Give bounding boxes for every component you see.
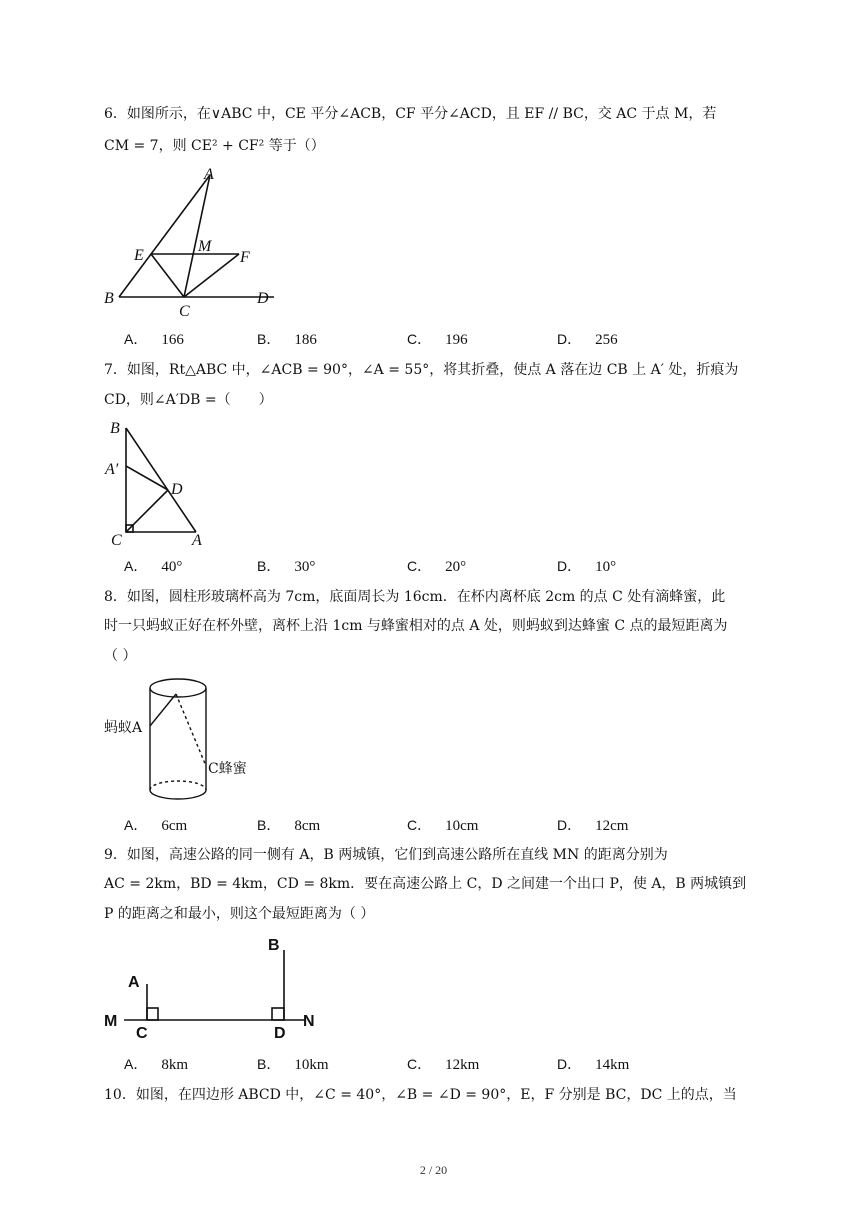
q7-option-d: D． 10°	[557, 558, 617, 575]
q9-option-a: A． 8km	[124, 1056, 189, 1073]
q8-option-d: D． 12cm	[557, 817, 629, 834]
q6-option-a: A． 166	[124, 331, 184, 348]
q9-option-c: C． 12km	[407, 1056, 480, 1073]
q8-stem-line2: 时一只蚂蚁正好在杯外壁，离杯上沿 1cm 与蜂蜜相对的点 A 处，则蚂蚁到达蜂蜜 C 点的最短距离为	[104, 618, 728, 634]
page-number: 2 / 20	[419, 1163, 448, 1177]
q7-fold-triangle-diagram	[100, 418, 220, 553]
q9-label-a: A	[128, 974, 140, 991]
q9-label-m: M	[104, 1013, 118, 1030]
q6-label-e: E	[134, 247, 144, 264]
q6-triangle-diagram	[100, 165, 290, 320]
q7-stem-line1: 7．如图，Rt△ABC 中，∠ACB = 90°，∠A = 55°，将其折叠，使点 A 落在边 CB 上 A′ 处，折痕为	[104, 362, 739, 378]
q8-option-b: B． 8cm	[257, 817, 321, 834]
q6-label-m: M	[198, 238, 212, 255]
q8-label-honey-c: C蜂蜜	[208, 761, 247, 777]
q7-stem-line2: CD，则∠A′DB =（ ）	[104, 392, 273, 408]
q7-option-b: B． 30°	[257, 558, 316, 575]
q6-option-c: C． 196	[407, 331, 468, 348]
q6-stem-line2: CM = 7，则 CE² + CF² 等于（）	[104, 138, 325, 154]
q7-label-a-prime: A′	[105, 461, 119, 478]
q10-stem-line1: 10．如图，在四边形 ABCD 中，∠C = 40°，∠B = ∠D = 90°，E，F 分别是 BC，DC 上的点，当	[104, 1087, 737, 1103]
q7-label-a: A	[192, 532, 202, 549]
q6-label-c: C	[179, 303, 190, 320]
q6-label-f: F	[240, 249, 250, 266]
q7-option-c: C． 20°	[407, 558, 467, 575]
q7-label-c: C	[111, 532, 122, 549]
q8-label-ant-a: 蚂蚁A	[104, 720, 143, 736]
q6-stem-line1: 6．如图所示，在∨ABC 中，CE 平分∠ACB，CF 平分∠ACD，且 EF // BC，交 AC 于点 M，若	[104, 106, 717, 122]
q6-label-d: D	[257, 290, 269, 307]
q8-stem-line3: （ ）	[104, 648, 137, 664]
q9-option-d: D． 14km	[557, 1056, 630, 1073]
q9-label-d: D	[274, 1025, 286, 1042]
q9-label-c: C	[136, 1025, 148, 1042]
q8-stem-line1: 8．如图，圆柱形玻璃杯高为 7cm，底面周长为 16cm．在杯内离杯底 2cm 的点 C 处有滴蜂蜜，此	[104, 589, 726, 605]
q7-option-a: A． 40°	[124, 558, 183, 575]
q9-stem-line2: AC = 2km，BD = 4km，CD = 8km．要在高速公路上 C，D 之间建一个出口 P，使 A，B 两城镇到	[104, 876, 747, 892]
q6-option-b: B． 186	[257, 331, 317, 348]
q8-cylinder-diagram	[100, 672, 260, 807]
q6-option-d: D． 256	[557, 331, 618, 348]
q8-option-c: C． 10cm	[407, 817, 479, 834]
q9-option-b: B． 10km	[257, 1056, 329, 1073]
q6-label-a: A	[204, 166, 214, 183]
q9-stem-line3: P 的距离之和最小，则这个最短距离为（ ）	[104, 906, 375, 922]
q9-stem-line1: 9．如图，高速公路的同一侧有 A，B 两城镇，它们到高速公路所在直线 MN 的距离分别为	[104, 847, 668, 863]
q9-label-n: N	[303, 1013, 315, 1030]
q7-label-b: B	[110, 420, 120, 437]
q9-label-b: B	[268, 937, 280, 954]
q7-label-d: D	[171, 481, 183, 498]
q9-highway-diagram	[100, 932, 330, 1047]
q8-option-a: A． 6cm	[124, 817, 188, 834]
q6-label-b: B	[104, 290, 114, 307]
